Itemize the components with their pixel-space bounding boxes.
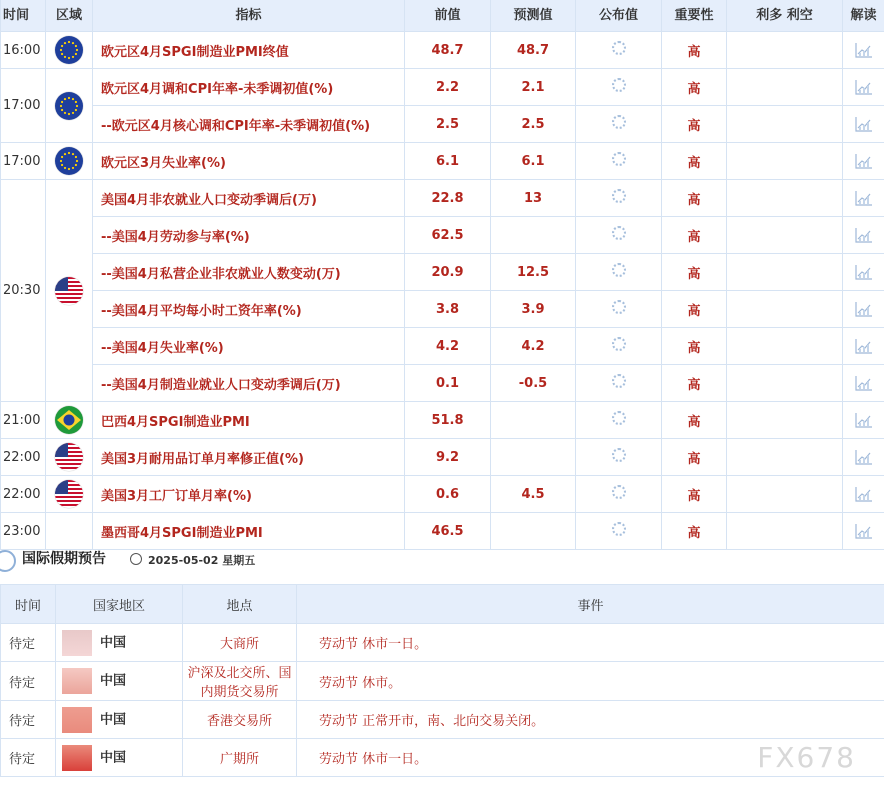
analysis-cell[interactable]	[843, 180, 884, 217]
header-actual: 公布值	[576, 0, 662, 32]
china-flag-icon	[62, 668, 92, 694]
event-time: 21:00	[1, 402, 46, 439]
region-cell	[46, 143, 93, 180]
chart-icon[interactable]	[855, 524, 873, 539]
analysis-cell[interactable]	[843, 254, 884, 291]
forecast-value: 48.7	[491, 32, 576, 69]
holiday-row	[1, 739, 884, 777]
forecast-value	[491, 402, 576, 439]
indicator-name[interactable]: 欧元区3月失业率(%)	[93, 143, 405, 180]
impact-cell	[727, 254, 843, 291]
chart-icon[interactable]	[855, 191, 873, 206]
previous-value: 3.8	[405, 291, 491, 328]
eu-flag-icon	[55, 92, 83, 120]
event-time: 17:00	[1, 69, 46, 143]
importance-value: 高	[662, 254, 727, 291]
impact-cell	[727, 32, 843, 69]
analysis-cell[interactable]	[843, 69, 884, 106]
loading-spinner-icon	[612, 41, 626, 55]
actual-value-cell	[576, 291, 662, 328]
chart-icon[interactable]	[855, 376, 873, 391]
calendar-row[interactable]	[1, 402, 884, 439]
previous-value: 6.1	[405, 143, 491, 180]
calendar-row[interactable]	[1, 254, 884, 291]
header-analysis: 解读	[843, 0, 884, 32]
actual-value-cell	[576, 402, 662, 439]
loading-spinner-icon	[612, 226, 626, 240]
impact-cell	[727, 180, 843, 217]
holiday-event: 劳动节 休市一日。	[297, 739, 884, 777]
region-cell	[46, 476, 93, 513]
holiday-country-cell	[56, 662, 183, 701]
previous-value: 46.5	[405, 513, 491, 550]
forecast-value	[491, 513, 576, 550]
holiday-time: 待定	[1, 624, 56, 662]
header-importance: 重要性	[662, 0, 727, 32]
indicator-name[interactable]: 巴西4月SPGI制造业PMI	[93, 402, 405, 439]
importance-value: 高	[662, 513, 727, 550]
analysis-cell[interactable]	[843, 32, 884, 69]
impact-cell	[727, 365, 843, 402]
china-flag-icon	[62, 630, 92, 656]
indicator-name[interactable]: --美国4月劳动参与率(%)	[93, 217, 405, 254]
event-time: 22:00	[1, 439, 46, 476]
holiday-country-cell	[56, 624, 183, 662]
chart-icon[interactable]	[855, 450, 873, 465]
calendar-row[interactable]	[1, 365, 884, 402]
actual-value-cell	[576, 32, 662, 69]
calendar-row[interactable]	[1, 476, 884, 513]
previous-value: 51.8	[405, 402, 491, 439]
holiday-place: 大商所	[183, 624, 297, 662]
loading-spinner-icon	[612, 374, 626, 388]
impact-cell	[727, 143, 843, 180]
holiday-country: 中国	[100, 750, 127, 765]
actual-value-cell	[576, 365, 662, 402]
indicator-name[interactable]: 美国4月非农就业人口变动季调后(万)	[93, 180, 405, 217]
previous-value: 2.2	[405, 69, 491, 106]
chart-icon[interactable]	[855, 265, 873, 280]
loading-spinner-icon	[612, 263, 626, 277]
forecast-value	[491, 439, 576, 476]
previous-value: 4.2	[405, 328, 491, 365]
loading-spinner-icon	[612, 78, 626, 92]
chart-icon[interactable]	[855, 302, 873, 317]
actual-value-cell	[576, 254, 662, 291]
calendar-row[interactable]	[1, 328, 884, 365]
region-cell	[46, 513, 93, 550]
holiday-time: 待定	[1, 701, 56, 739]
chart-icon[interactable]	[855, 487, 873, 502]
indicator-name[interactable]: 欧元区4月调和CPI年率-未季调初值(%)	[93, 69, 405, 106]
analysis-cell[interactable]	[843, 328, 884, 365]
analysis-cell[interactable]	[843, 476, 884, 513]
forecast-value: 6.1	[491, 143, 576, 180]
header-forecast: 预测值	[491, 0, 576, 32]
calendar-row[interactable]	[1, 291, 884, 328]
analysis-cell[interactable]	[843, 217, 884, 254]
china-flag-icon	[62, 707, 92, 733]
indicator-name[interactable]: 墨西哥4月SPGI制造业PMI	[93, 513, 405, 550]
importance-value: 高	[662, 217, 727, 254]
calendar-row[interactable]	[1, 439, 884, 476]
forecast-value: -0.5	[491, 365, 576, 402]
holiday-event: 劳动节 休市一日。	[297, 624, 884, 662]
importance-value: 高	[662, 439, 727, 476]
chart-icon[interactable]	[855, 339, 873, 354]
eu-flag-icon	[55, 36, 83, 64]
indicator-name[interactable]: 欧元区4月SPGI制造业PMI终值	[93, 32, 405, 69]
us-flag-icon	[55, 443, 83, 471]
loading-spinner-icon	[612, 411, 626, 425]
actual-value-cell	[576, 217, 662, 254]
importance-value: 高	[662, 32, 727, 69]
header-region: 区域	[46, 0, 93, 32]
analysis-cell[interactable]	[843, 439, 884, 476]
previous-value: 22.8	[405, 180, 491, 217]
us-flag-icon	[55, 480, 83, 508]
actual-value-cell	[576, 513, 662, 550]
forecast-value	[491, 217, 576, 254]
impact-cell	[727, 106, 843, 143]
event-time: 22:00	[1, 476, 46, 513]
holiday-header-time: 时间	[1, 585, 56, 624]
loading-spinner-icon	[612, 300, 626, 314]
holiday-row	[1, 624, 884, 662]
indicator-name[interactable]: --美国4月平均每小时工资年率(%)	[93, 291, 405, 328]
holiday-table	[0, 584, 884, 777]
holiday-header-place: 地点	[183, 585, 297, 624]
forecast-value: 4.5	[491, 476, 576, 513]
holiday-row	[1, 701, 884, 739]
impact-cell	[727, 439, 843, 476]
header-previous: 前值	[405, 0, 491, 32]
clock-icon	[130, 553, 142, 565]
chart-icon[interactable]	[855, 43, 873, 58]
us-flag-icon	[55, 277, 83, 305]
actual-value-cell	[576, 180, 662, 217]
holiday-section-header	[0, 548, 884, 572]
previous-value: 0.6	[405, 476, 491, 513]
calendar-row[interactable]	[1, 69, 884, 106]
holiday-time: 待定	[1, 662, 56, 701]
indicator-name[interactable]: --美国4月私营企业非农就业人数变动(万)	[93, 254, 405, 291]
indicator-name[interactable]: --美国4月制造业就业人口变动季调后(万)	[93, 365, 405, 402]
calendar-row[interactable]	[1, 217, 884, 254]
chart-icon[interactable]	[855, 228, 873, 243]
loading-spinner-icon	[612, 485, 626, 499]
analysis-cell[interactable]	[843, 143, 884, 180]
header-impact: 利多 利空	[727, 0, 843, 32]
importance-value: 高	[662, 402, 727, 439]
actual-value-cell	[576, 69, 662, 106]
previous-value: 20.9	[405, 254, 491, 291]
holiday-country: 中国	[100, 635, 127, 650]
impact-cell	[727, 476, 843, 513]
forecast-value: 13	[491, 180, 576, 217]
previous-value: 2.5	[405, 106, 491, 143]
importance-value: 高	[662, 476, 727, 513]
actual-value-cell	[576, 439, 662, 476]
holiday-header-event: 事件	[297, 585, 884, 624]
actual-value-cell	[576, 328, 662, 365]
forecast-value: 2.1	[491, 69, 576, 106]
loading-spinner-icon	[612, 189, 626, 203]
impact-cell	[727, 217, 843, 254]
event-time: 20:30	[1, 180, 46, 402]
loading-spinner-icon	[612, 152, 626, 166]
indicator-name[interactable]: --美国4月失业率(%)	[93, 328, 405, 365]
region-cell	[46, 69, 93, 143]
holiday-country-cell	[56, 739, 183, 777]
chart-icon[interactable]	[855, 413, 873, 428]
actual-value-cell	[576, 143, 662, 180]
previous-value: 9.2	[405, 439, 491, 476]
holiday-place: 广期所	[183, 739, 297, 777]
region-cell	[46, 180, 93, 402]
holiday-place: 沪深及北交所、国内期货交易所	[183, 662, 297, 701]
previous-value: 0.1	[405, 365, 491, 402]
indicator-name[interactable]: 美国3月耐用品订单月率修正值(%)	[93, 439, 405, 476]
china-flag-icon	[62, 745, 92, 771]
loading-spinner-icon	[612, 448, 626, 462]
importance-value: 高	[662, 143, 727, 180]
indicator-name[interactable]: 美国3月工厂订单月率(%)	[93, 476, 405, 513]
region-cell	[46, 402, 93, 439]
region-cell	[46, 32, 93, 69]
analysis-cell[interactable]	[843, 402, 884, 439]
calendar-header-row	[1, 0, 884, 32]
forecast-value: 3.9	[491, 291, 576, 328]
forecast-value: 2.5	[491, 106, 576, 143]
eu-flag-icon	[55, 147, 83, 175]
event-time: 23:00	[1, 513, 46, 550]
holiday-header-row	[1, 585, 884, 624]
event-time: 17:00	[1, 143, 46, 180]
indicator-name[interactable]: --欧元区4月核心调和CPI年率-未季调初值(%)	[93, 106, 405, 143]
impact-cell	[727, 291, 843, 328]
impact-cell	[727, 513, 843, 550]
loading-spinner-icon	[612, 522, 626, 536]
globe-icon	[0, 550, 16, 572]
loading-spinner-icon	[612, 115, 626, 129]
importance-value: 高	[662, 365, 727, 402]
chart-icon[interactable]	[855, 154, 873, 169]
chart-icon[interactable]	[855, 117, 873, 132]
previous-value: 48.7	[405, 32, 491, 69]
header-indicator: 指标	[93, 0, 405, 32]
holiday-header-country: 国家地区	[56, 585, 183, 624]
impact-cell	[727, 69, 843, 106]
actual-value-cell	[576, 476, 662, 513]
watermark: FX678	[757, 741, 856, 774]
analysis-cell[interactable]	[843, 291, 884, 328]
importance-value: 高	[662, 291, 727, 328]
impact-cell	[727, 328, 843, 365]
analysis-cell[interactable]	[843, 513, 884, 550]
actual-value-cell	[576, 106, 662, 143]
calendar-row[interactable]	[1, 106, 884, 143]
holiday-place: 香港交易所	[183, 701, 297, 739]
event-time: 16:00	[1, 32, 46, 69]
holiday-title: 国际假期预告	[22, 551, 106, 567]
region-cell	[46, 439, 93, 476]
holiday-row	[1, 662, 884, 701]
calendar-row[interactable]	[1, 143, 884, 180]
brazil-flag-icon	[55, 406, 83, 434]
importance-value: 高	[662, 106, 727, 143]
header-time: 时间	[1, 0, 46, 32]
forecast-value: 4.2	[491, 328, 576, 365]
analysis-cell[interactable]	[843, 365, 884, 402]
holiday-country: 中国	[100, 673, 127, 689]
holiday-date: 2025-05-02 星期五	[148, 554, 256, 567]
holiday-event: 劳动节 正常开市，南、北向交易关闭。	[297, 701, 884, 739]
analysis-cell[interactable]	[843, 106, 884, 143]
importance-value: 高	[662, 328, 727, 365]
holiday-event: 劳动节 休市。	[297, 662, 884, 701]
loading-spinner-icon	[612, 337, 626, 351]
calendar-row[interactable]	[1, 180, 884, 217]
chart-icon[interactable]	[855, 80, 873, 95]
calendar-row[interactable]	[1, 32, 884, 69]
forecast-value: 12.5	[491, 254, 576, 291]
impact-cell	[727, 402, 843, 439]
importance-value: 高	[662, 180, 727, 217]
calendar-row[interactable]	[1, 513, 884, 550]
holiday-country-cell	[56, 701, 183, 739]
holiday-country: 中国	[100, 712, 127, 727]
importance-value: 高	[662, 69, 727, 106]
previous-value: 62.5	[405, 217, 491, 254]
holiday-time: 待定	[1, 739, 56, 777]
